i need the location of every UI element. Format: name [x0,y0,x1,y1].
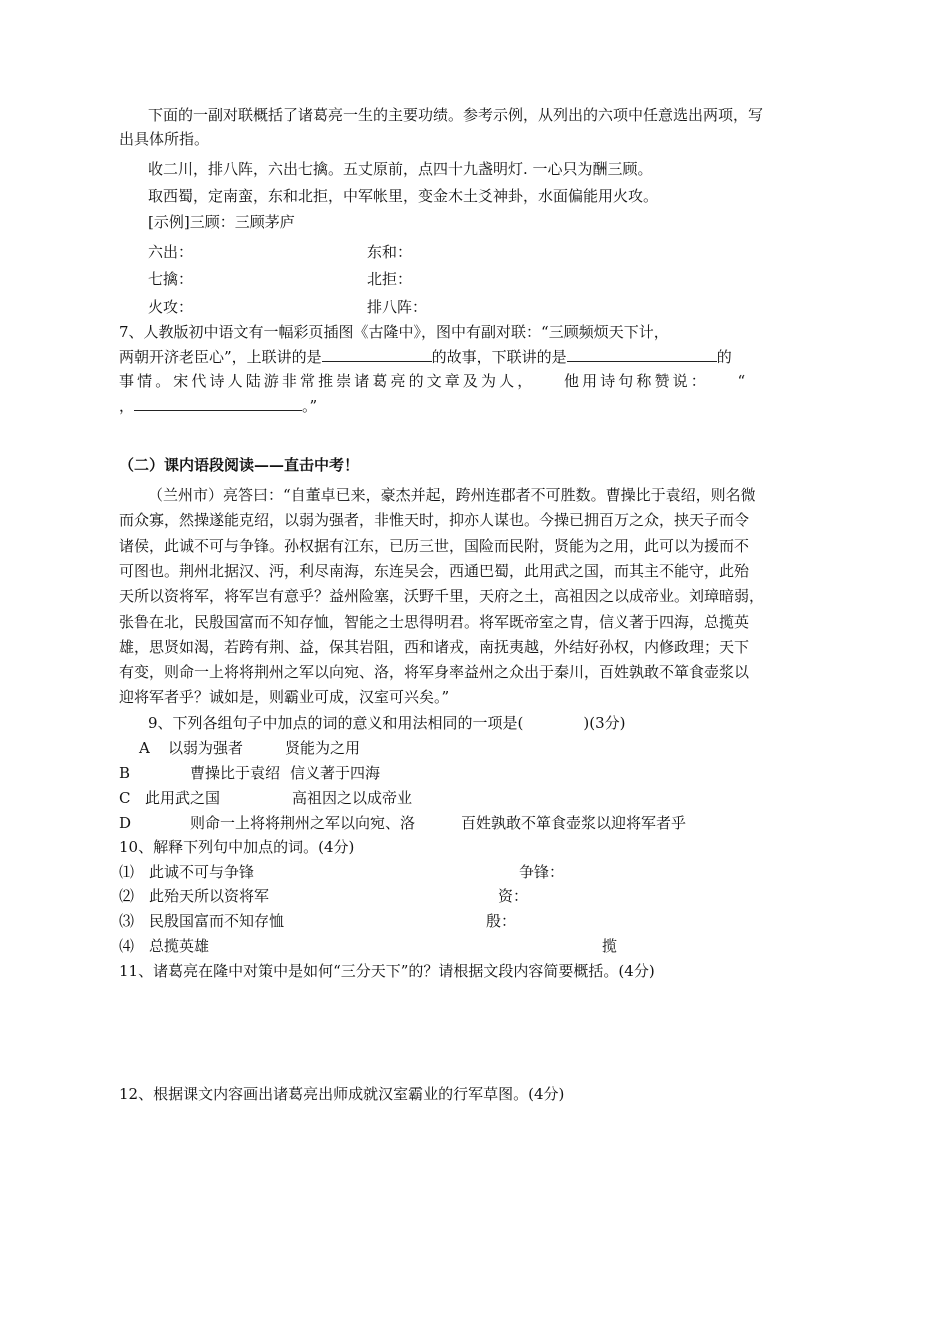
q9-option-a: 曹操比于袁绍 [190,764,281,782]
q6-item-right: 东和： [367,243,413,261]
q6-couplet-upper: 收二川，排八阵，六出七擒。五丈原前，点四十九盏明灯. 一心只为酬三顾。 [148,160,653,178]
q6-item-left: 七擒： [148,270,194,288]
q7-line4-text-a: ， [119,397,135,415]
q6-item-left: 六出： [148,243,194,261]
q6-intro-line2: 出具体所指。 [119,130,210,148]
q9-option-a: 以弱为强者 [168,739,244,757]
section-heading: （二）课内语段阅读——直击中考！ [119,456,360,474]
q9-option-label: C [119,789,131,807]
q6-couplet-lower: 取西蜀，定南蛮，东和北拒，中军帐里，变金木土爻神卦，水面偏能用火攻。 [148,187,659,205]
q10-item-sentence: 此殆天所以资将军 [149,887,270,905]
q6-item-right: 北拒： [367,270,413,288]
q7-line3: 事情。宋代诗人陆游非常推崇诸葛亮的文章及为人， 他用诗句称赞说： “ [119,372,749,390]
q10-stem: 10、解释下列句中加点的词。(4分) [119,838,355,856]
q6-item-left: 火攻： [148,298,194,316]
q9-option-b: 百姓孰敢不箪食壶浆以迎将军者乎 [461,814,687,832]
answer-blank[interactable] [567,345,717,362]
q10-item-word: 争锋： [519,863,565,881]
q10-item-number: ⑷ [119,937,135,955]
q9-option-label: A [139,739,150,757]
q9-option-b: 信义著于四海 [290,764,381,782]
q10-item-sentence: 总揽英雄 [149,937,210,955]
q7-line2 [119,345,732,368]
q11-stem: 11、诸葛亮在隆中对策中是如何“三分天下”的？请根据文段内容简要概括。(4分) [119,962,655,980]
answer-blank[interactable] [134,394,302,411]
passage-line: 张鲁在北，民殷国富而不知存恤，智能之士思得明君。将军既帝室之胄，信义著于四海，总揽英 [119,613,750,631]
q10-item-word: 资： [498,887,529,905]
q10-item-sentence: 此诚不可与争锋 [149,863,255,881]
q9-option-a: 此用武之国 [145,789,221,807]
q9-option-b: 贤能为之用 [285,739,361,757]
q12-stem: 12、根据课文内容画出诸葛亮出师成就汉室霸业的行军草图。(4分) [119,1085,565,1103]
passage-line: 可图也。荆州北据汉、沔，利尽南海，东连吴会，西通巴蜀，此用武之国，而其主不能守，此殆 [119,562,750,580]
q6-item-right: 排八阵： [367,298,428,316]
q7-line2-text-a: 两朝开济老臣心”，上联讲的是 [119,348,322,366]
passage-line: 诸侯，此诚不可与争锋。孙权据有江东，已历三世，国险而民附，贤能为之用，此可以为援而不 [119,537,750,555]
passage-line: 迎将军者乎？诚如是，则霸业可成，汉室可兴矣。” [119,688,450,706]
q10-item-word: 揽 [602,937,618,955]
q7-line1: 7、人教版初中语文有一幅彩页插图《古隆中》，图中有副对联：“三顾频烦天下计， [119,323,669,341]
q9-option-a: 则命一上将将荆州之军以向宛、洛 [190,814,416,832]
passage-line: 天所以资将军，将军岂有意乎？益州险塞，沃野千里，天府之土，高祖因之以成帝业。刘璋暗弱， [119,587,765,605]
q7-line4 [119,394,317,417]
q7-line4-text-b: 。” [302,397,318,415]
q9-option-label: D [119,814,132,832]
q10-item-number: ⑵ [119,887,135,905]
q6-intro-line1: 下面的一副对联概括了诸葛亮一生的主要功绩。参考示例，从列出的六项中任意选出两项，写 [148,106,764,124]
q7-line2-text-b: 的故事，下联讲的是 [431,348,567,366]
q9-stem: 9、下列各组句子中加点的词的意义和用法相同的一项是( )(3分) [148,714,626,732]
passage-line: 有变，则命一上将将荆州之军以向宛、洛，将军身率益州之众出于秦川，百姓孰敢不箪食壶浆以 [119,663,750,681]
passage-line: 而众寡，然操遂能克绍，以弱为强者，非惟天时，抑亦人谋也。今操已拥百万之众，挟天子而令 [119,511,750,529]
q10-item-sentence: 民殷国富而不知存恤 [149,912,285,930]
passage-line: 雄，思贤如渴，若跨有荆、益，保其岩阻，西和诸戎，南抚夷越，外结好孙权，内修政理；天下 [119,638,750,656]
q9-option-label: B [119,764,131,782]
q7-line2-text-c: 的 [716,348,732,366]
answer-blank[interactable] [322,345,432,362]
passage-line: （兰州市）亮答曰：“自董卓已来，豪杰并起，跨州连郡者不可胜数。曹操比于袁绍，则名微 [148,486,756,504]
q10-item-number: ⑴ [119,863,135,881]
q9-option-b: 高祖因之以成帝业 [292,789,413,807]
q10-item-word: 殷： [486,912,517,930]
q6-example: [示例]三顾：三顾茅庐 [148,213,295,231]
q10-item-number: ⑶ [119,912,135,930]
